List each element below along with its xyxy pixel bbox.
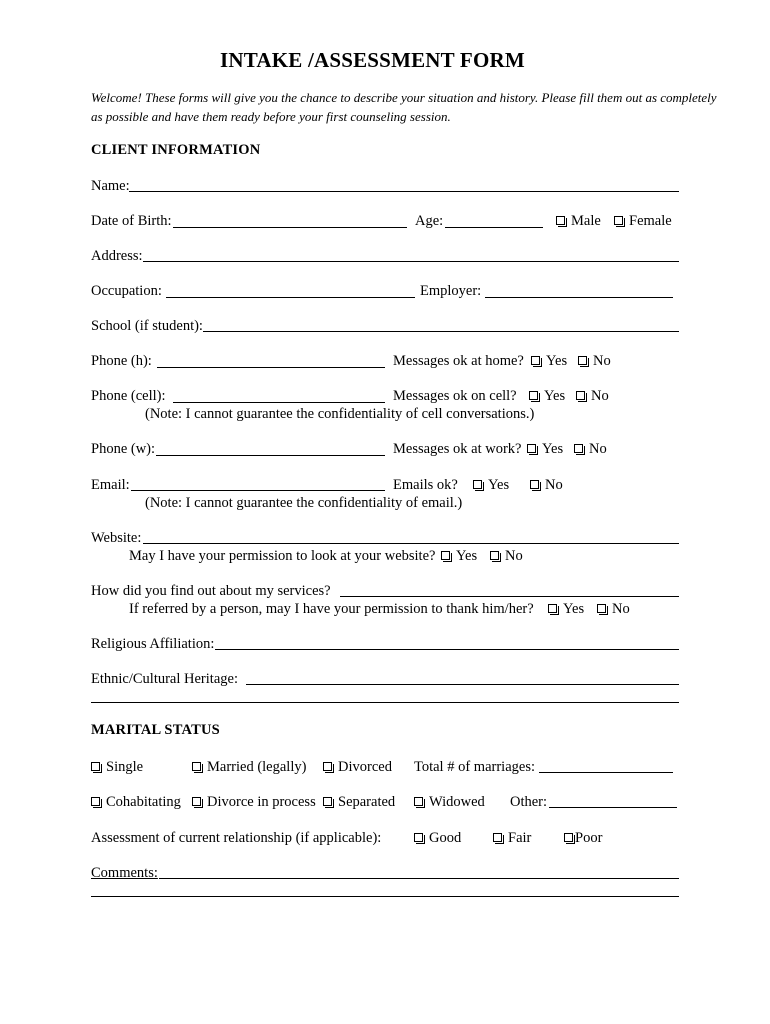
messages-work-yes-checkbox[interactable] <box>527 441 563 458</box>
female-label: Female <box>629 213 672 229</box>
name-field[interactable] <box>129 191 679 192</box>
messages-home-yes-checkbox[interactable] <box>531 353 567 370</box>
checkbox-icon <box>493 833 502 842</box>
checkbox-icon <box>614 216 623 225</box>
checkbox-icon <box>530 480 539 489</box>
yes-label: Yes <box>563 601 585 617</box>
checkbox-icon <box>414 797 423 806</box>
referral-no-checkbox[interactable] <box>597 601 630 618</box>
checkbox-icon <box>192 797 201 806</box>
checkbox-icon <box>323 797 332 806</box>
intro-text-line-1: Welcome! These forms will give you the chance to describe your situation and history. Please fill them out as completely <box>91 90 717 105</box>
find-services-label: How did you find out about my services? <box>91 583 331 599</box>
phone-home-field[interactable] <box>157 367 385 368</box>
other-field[interactable] <box>549 807 677 808</box>
address-field[interactable] <box>143 261 679 262</box>
ethnic-field-line-2[interactable] <box>91 702 679 703</box>
religious-label: Religious Affiliation: <box>91 636 215 652</box>
phone-work-field[interactable] <box>156 455 385 456</box>
yes-label: Yes <box>456 548 478 564</box>
no-label: No <box>505 548 523 564</box>
school-label: School (if student): <box>91 318 203 334</box>
emails-ok-yes-checkbox[interactable] <box>473 477 509 494</box>
checkbox-icon <box>473 480 482 489</box>
comments-field[interactable] <box>159 878 679 879</box>
widowed-checkbox[interactable] <box>414 794 485 811</box>
form-title: INTAKE /ASSESSMENT FORM <box>220 48 525 72</box>
good-label: Good <box>429 830 462 846</box>
phone-cell-label: Phone (cell): <box>91 388 166 404</box>
website-field[interactable] <box>143 543 679 544</box>
divorce-in-process-label: Divorce in process <box>207 794 316 810</box>
website-no-checkbox[interactable] <box>490 548 523 565</box>
no-label: No <box>612 601 630 617</box>
total-marriages-field[interactable] <box>539 772 673 773</box>
marital-status-heading: MARITAL STATUS <box>91 722 220 738</box>
cell-note: (Note: I cannot guarantee the confidentiality of cell conversations.) <box>145 406 535 422</box>
separated-label: Separated <box>338 794 396 810</box>
separated-checkbox[interactable] <box>323 794 395 811</box>
messages-cell-label: Messages ok on cell? <box>393 388 517 404</box>
checkbox-icon <box>527 444 536 453</box>
referral-yes-checkbox[interactable] <box>548 601 584 618</box>
checkbox-icon <box>531 356 540 365</box>
address-label: Address: <box>91 248 143 264</box>
divorced-label: Divorced <box>338 759 392 775</box>
checkbox-icon <box>441 551 450 560</box>
comments-label: Comments: <box>91 865 158 881</box>
phone-work-label: Phone (w): <box>91 441 156 457</box>
poor-checkbox[interactable] <box>564 830 602 847</box>
phone-cell-field[interactable] <box>173 402 385 403</box>
age-field[interactable] <box>445 227 543 228</box>
emails-ok-label: Emails ok? <box>393 477 458 493</box>
female-checkbox[interactable] <box>614 213 672 230</box>
yes-label: Yes <box>542 441 564 457</box>
cohabitating-checkbox[interactable] <box>91 794 181 811</box>
yes-label: Yes <box>488 477 510 493</box>
no-label: No <box>593 353 611 369</box>
find-services-field[interactable] <box>340 596 679 597</box>
referral-permission-label: If referred by a person, may I have your permission to thank him/her? <box>129 601 534 617</box>
checkbox-icon <box>91 762 100 771</box>
intro-text-line-2: as possible and have them ready before your first counseling session. <box>91 109 451 124</box>
email-field[interactable] <box>131 490 385 491</box>
messages-cell-yes-checkbox[interactable] <box>529 388 565 405</box>
messages-home-label: Messages ok at home? <box>393 353 524 369</box>
website-yes-checkbox[interactable] <box>441 548 477 565</box>
checkbox-icon <box>192 762 201 771</box>
no-label: No <box>591 388 609 404</box>
client-information-heading: CLIENT INFORMATION <box>91 142 261 158</box>
single-label: Single <box>106 759 144 775</box>
divorced-checkbox[interactable] <box>323 759 392 776</box>
widowed-label: Widowed <box>429 794 485 810</box>
no-label: No <box>589 441 607 457</box>
emails-ok-no-checkbox[interactable] <box>530 477 563 494</box>
messages-work-no-checkbox[interactable] <box>574 441 607 458</box>
website-label: Website: <box>91 530 142 546</box>
checkbox-icon <box>529 391 538 400</box>
fair-checkbox[interactable] <box>493 830 531 847</box>
age-label: Age: <box>415 213 444 229</box>
fair-label: Fair <box>508 830 532 846</box>
comments-field-line-2[interactable] <box>91 896 679 897</box>
messages-cell-no-checkbox[interactable] <box>576 388 609 405</box>
male-label: Male <box>571 213 601 229</box>
checkbox-icon <box>91 797 100 806</box>
married-label: Married (legally) <box>207 759 307 775</box>
dob-label: Date of Birth: <box>91 213 172 229</box>
name-label: Name: <box>91 178 130 194</box>
checkbox-icon <box>556 216 565 225</box>
checkbox-icon <box>490 551 499 560</box>
male-checkbox[interactable] <box>556 213 601 230</box>
website-permission-label: May I have your permission to look at your website? <box>129 548 436 564</box>
ethnic-field[interactable] <box>246 684 679 685</box>
school-field[interactable] <box>203 331 679 332</box>
email-label: Email: <box>91 477 130 493</box>
cohabitating-label: Cohabitating <box>106 794 181 810</box>
occupation-field[interactable] <box>166 297 415 298</box>
messages-work-label: Messages ok at work? <box>393 441 522 457</box>
checkbox-icon <box>564 833 573 842</box>
phone-home-label: Phone (h): <box>91 353 152 369</box>
employer-field[interactable] <box>485 297 673 298</box>
divorce-in-process-checkbox[interactable] <box>192 794 316 811</box>
checkbox-icon <box>597 604 606 613</box>
checkbox-icon <box>574 444 583 453</box>
employer-label: Employer: <box>420 283 482 299</box>
other-label: Other: <box>510 794 548 810</box>
good-checkbox[interactable] <box>414 830 461 847</box>
yes-label: Yes <box>546 353 568 369</box>
messages-home-no-checkbox[interactable] <box>578 353 611 370</box>
ethnic-label: Ethnic/Cultural Heritage: <box>91 671 238 687</box>
total-marriages-label: Total # of marriages: <box>414 759 535 775</box>
yes-label: Yes <box>544 388 566 404</box>
poor-label: Poor <box>575 830 603 846</box>
email-note: (Note: I cannot guarantee the confidentiality of email.) <box>145 495 463 511</box>
relationship-assessment-label: Assessment of current relationship (if applicable): <box>91 830 382 846</box>
religious-field[interactable] <box>215 649 679 650</box>
checkbox-icon <box>576 391 585 400</box>
single-checkbox[interactable] <box>91 759 143 776</box>
dob-field[interactable] <box>173 227 407 228</box>
checkbox-icon <box>578 356 587 365</box>
checkbox-icon <box>323 762 332 771</box>
checkbox-icon <box>414 833 423 842</box>
checkbox-icon <box>548 604 557 613</box>
married-checkbox[interactable] <box>192 759 306 776</box>
occupation-label: Occupation: <box>91 283 162 299</box>
no-label: No <box>545 477 563 493</box>
